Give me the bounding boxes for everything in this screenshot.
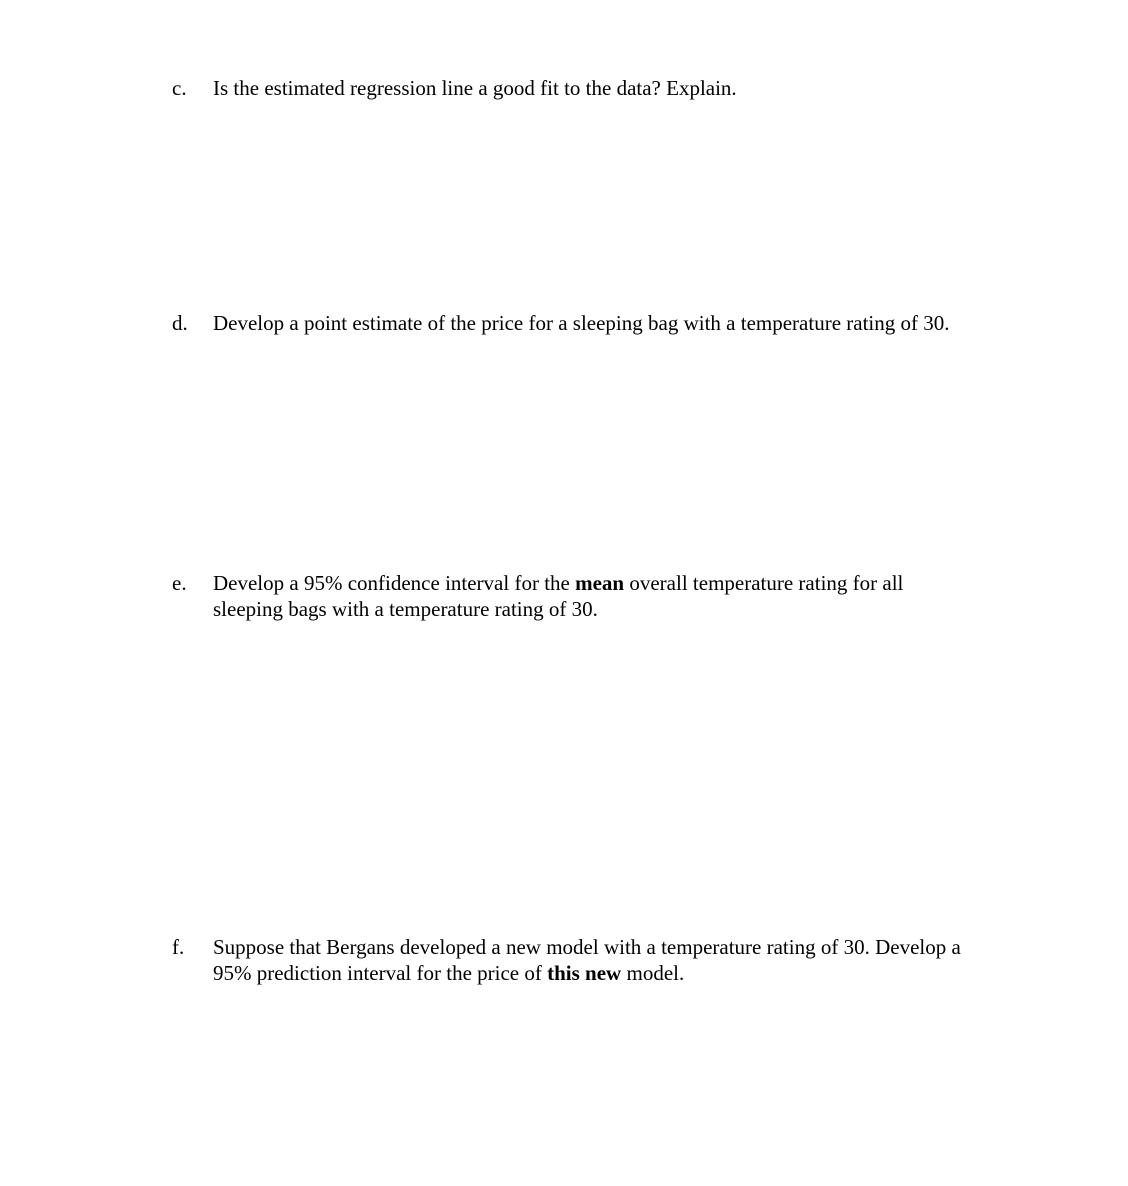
question-e-text <box>213 570 1052 622</box>
question-f-text-line1: Suppose that Bergans developed a new model with a temperature rating of 30. Develop a <box>213 935 961 959</box>
question-e-text-before: Develop a 95% confidence interval for the <box>213 571 576 595</box>
question-e-text-line2: sleeping bags with a temperature rating of 30. <box>213 597 598 621</box>
question-f-emphasis: this new <box>547 961 622 985</box>
question-f-text <box>213 934 1052 986</box>
question-f-text-after: model. <box>621 961 685 985</box>
question-c-text: Is the estimated regression line a good fit to the data? Explain. <box>213 76 737 100</box>
question-f-text-before: 95% prediction interval for the price of <box>213 961 548 985</box>
question-e-emphasis: mean <box>575 571 625 595</box>
question-c-label: c. <box>172 76 187 100</box>
question-e-text-after: overall temperature rating for all <box>624 571 904 595</box>
question-f-label: f. <box>172 935 185 959</box>
question-e-label: e. <box>172 571 187 595</box>
question-d-text: Develop a point estimate of the price for a sleeping bag with a temperature rating of 30. <box>213 311 950 335</box>
question-d-label: d. <box>172 311 188 335</box>
